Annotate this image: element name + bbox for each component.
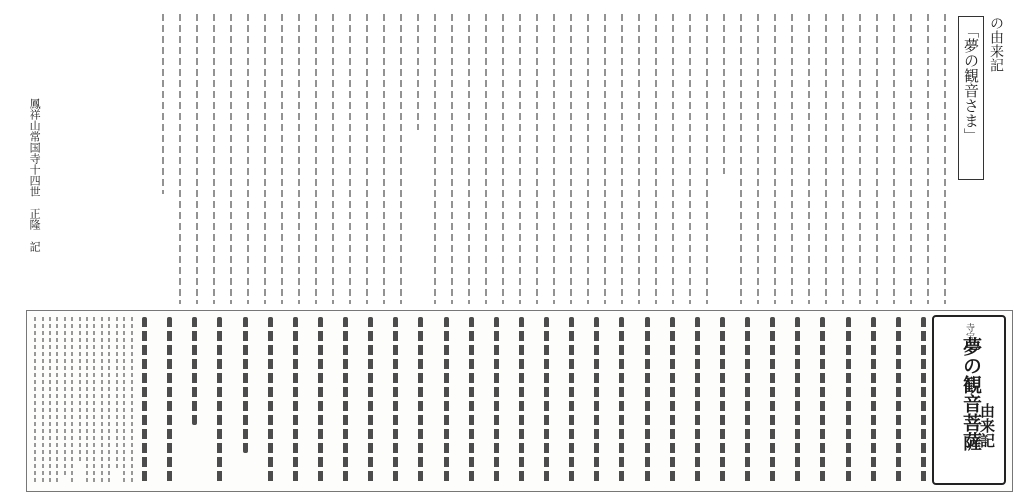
printed-text-column <box>311 14 321 304</box>
printed-text-column <box>821 14 831 304</box>
calligraphy-text-column <box>613 317 624 483</box>
calligraphy-colophon <box>33 317 133 483</box>
colophon-text-column <box>85 317 88 483</box>
printed-text-column <box>600 14 610 304</box>
calligraphy-text-column <box>463 317 474 483</box>
printed-text-column <box>940 14 950 304</box>
colophon-text-column <box>33 317 36 483</box>
printed-text-column <box>702 14 712 304</box>
printed-title: 「夢の観音さま」 <box>958 16 984 180</box>
printed-text-column <box>209 14 219 304</box>
calligraphy-text-column <box>890 317 901 483</box>
printed-text-column <box>192 14 202 304</box>
printed-text-column <box>838 14 848 304</box>
calligraphy-title-box <box>932 315 1006 485</box>
calligraphy-text-column <box>639 317 650 483</box>
colophon-text-column <box>48 317 51 483</box>
printed-text-column <box>753 14 763 304</box>
printed-body-text <box>70 14 950 304</box>
printed-text-column <box>396 14 406 304</box>
calligraphy-text-column <box>161 317 172 483</box>
calligraphy-text-column <box>186 317 197 483</box>
calligraphy-text-column <box>287 317 298 483</box>
printed-text-column <box>481 14 491 304</box>
printed-text-column <box>719 14 729 304</box>
calligraphy-text-column <box>136 317 147 483</box>
calligraphy-title: 夢の観音菩薩 <box>960 337 982 451</box>
colophon-text-column <box>130 317 133 483</box>
printed-text-column <box>515 14 525 304</box>
printed-text-column <box>345 14 355 304</box>
colophon-text-column <box>122 317 125 483</box>
calligraphy-text-column <box>915 317 926 483</box>
calligraphy-text-column <box>513 317 524 483</box>
printed-text-column <box>226 14 236 304</box>
calligraphy-text-column <box>764 317 775 483</box>
printed-text-column <box>413 14 423 304</box>
printed-text-column <box>906 14 916 304</box>
printed-text-column <box>804 14 814 304</box>
calligraphy-text-column <box>211 317 222 483</box>
printed-text-column <box>787 14 797 304</box>
printed-text-column <box>158 14 168 304</box>
calligraphy-prefix: 寺宝 <box>964 323 974 341</box>
printed-text-column <box>277 14 287 304</box>
printed-text-column <box>855 14 865 304</box>
calligraphy-panel <box>26 310 1013 492</box>
calligraphy-text-column <box>563 317 574 483</box>
printed-text-column <box>549 14 559 304</box>
printed-text-column <box>583 14 593 304</box>
colophon-text-column <box>55 317 58 483</box>
printed-text-column <box>379 14 389 304</box>
calligraphy-text-column <box>387 317 398 483</box>
printed-text-column <box>243 14 253 304</box>
printed-title-suffix: の由来記 <box>988 16 1004 72</box>
printed-text-column <box>294 14 304 304</box>
calligraphy-text-column <box>714 317 725 483</box>
printed-text-column <box>889 14 899 304</box>
printed-text-column <box>923 14 933 304</box>
printed-text-column <box>328 14 338 304</box>
printed-text-column <box>651 14 661 304</box>
calligraphy-text-column <box>412 317 423 483</box>
printed-signature: 鳳祥山常国寺十四世 正隆 記 <box>28 98 42 252</box>
printed-text-column <box>617 14 627 304</box>
calligraphy-text-column <box>262 317 273 483</box>
colophon-text-column <box>107 317 110 483</box>
printed-text-column <box>566 14 576 304</box>
printed-text-column <box>260 14 270 304</box>
printed-text-column <box>430 14 440 304</box>
printed-text-column <box>685 14 695 304</box>
colophon-text-column <box>92 317 95 483</box>
printed-text-column <box>634 14 644 304</box>
colophon-text-column <box>115 317 118 483</box>
printed-text-column <box>464 14 474 304</box>
printed-text-column <box>668 14 678 304</box>
calligraphy-text-column <box>789 317 800 483</box>
calligraphy-text-column <box>337 317 348 483</box>
printed-text-column <box>175 14 185 304</box>
calligraphy-text-column <box>664 317 675 483</box>
colophon-text-column <box>70 317 73 483</box>
calligraphy-text-column <box>865 317 876 483</box>
calligraphy-text-column <box>237 317 248 483</box>
printed-text-column <box>736 14 746 304</box>
printed-section <box>12 8 1012 308</box>
printed-text-column <box>498 14 508 304</box>
calligraphy-text-column <box>588 317 599 483</box>
printed-text-column <box>770 14 780 304</box>
colophon-text-column <box>41 317 44 483</box>
calligraphy-body-text <box>136 317 926 483</box>
calligraphy-text-column <box>689 317 700 483</box>
calligraphy-text-column <box>739 317 750 483</box>
calligraphy-text-column <box>538 317 549 483</box>
calligraphy-text-column <box>814 317 825 483</box>
printed-text-column <box>447 14 457 304</box>
calligraphy-text-column <box>312 317 323 483</box>
calligraphy-text-column <box>362 317 373 483</box>
colophon-text-column <box>63 317 66 483</box>
calligraphy-text-column <box>488 317 499 483</box>
printed-text-column <box>362 14 372 304</box>
printed-text-column <box>532 14 542 304</box>
printed-text-column <box>872 14 882 304</box>
calligraphy-text-column <box>840 317 851 483</box>
calligraphy-text-column <box>438 317 449 483</box>
colophon-text-column <box>78 317 81 483</box>
calligraphy-subtitle: 由来記 <box>978 403 996 448</box>
colophon-text-column <box>100 317 103 483</box>
